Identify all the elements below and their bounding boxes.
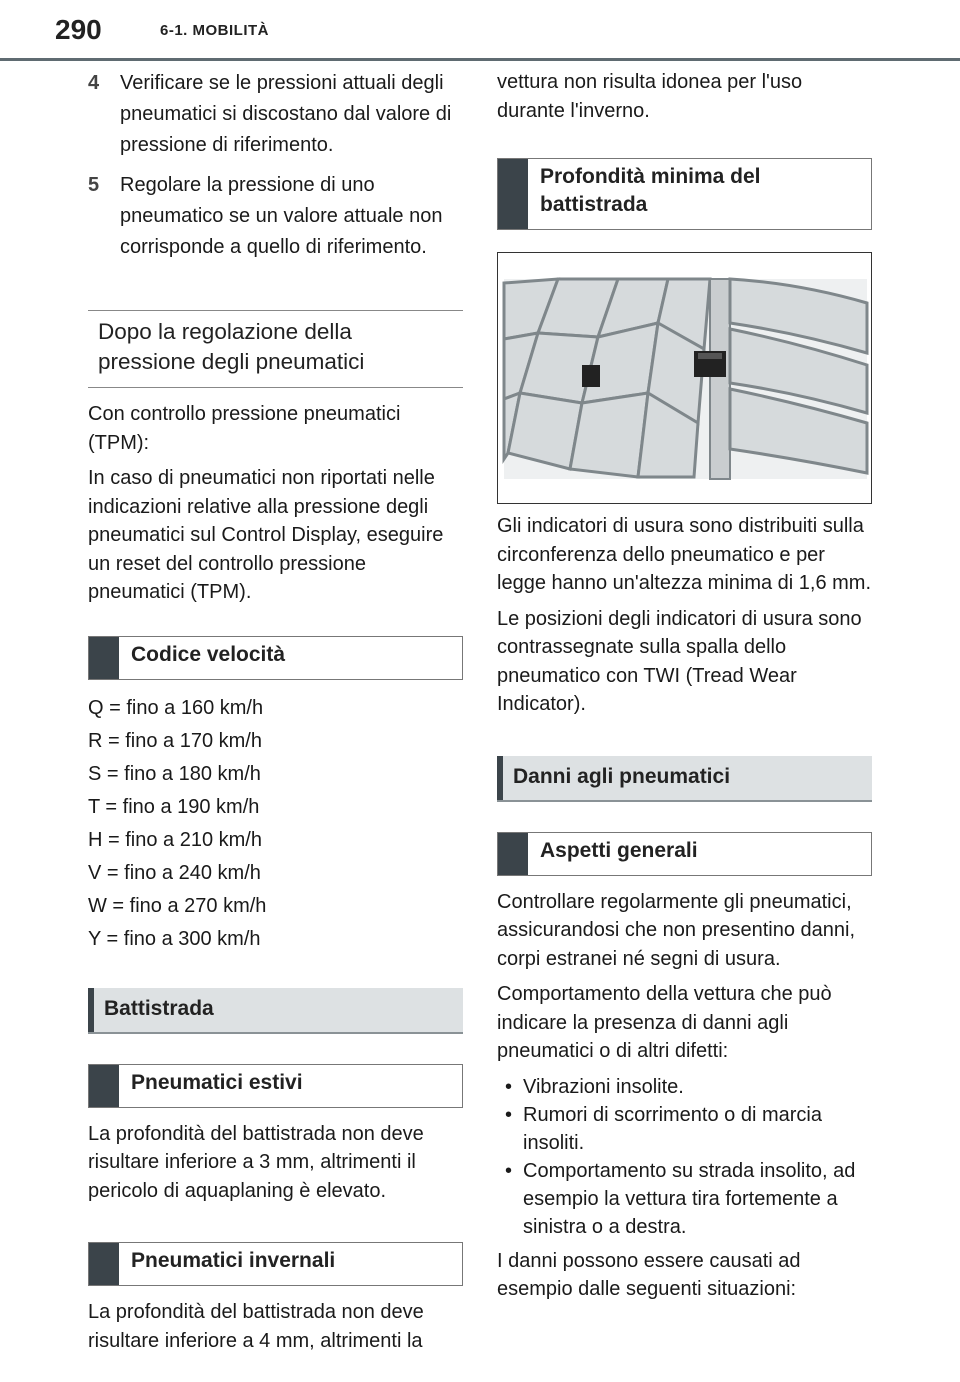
speed-code-item: S = fino a 180 km/h: [88, 762, 261, 785]
heading-bar: [88, 988, 94, 1032]
heading-bar: [89, 637, 119, 679]
heading-speed-code: [88, 636, 463, 680]
page-header: [0, 0, 960, 60]
heading-bar: [497, 756, 503, 800]
speed-code-list: [88, 692, 463, 956]
step-text: Verificare se le pressioni attuali degli pneumatici si discostano dal valore di pressione di riferimento.: [120, 72, 452, 156]
speed-code-item: W = fino a 270 km/h: [88, 894, 267, 917]
list-item: • Comportamento su strada insolito, ad esempio la vettura tira fortemente a sinistra o a destra.: [505, 1159, 856, 1238]
check-tyres-text: Controllare regolarmente gli pneumatici, assicurandosi che non presentino danni, corpi estranei né segni di usura.: [497, 890, 856, 970]
step-number: 4: [88, 72, 100, 94]
heading-after-adjustment: Dopo la regolazione della pressione degli pneumatici: [88, 310, 463, 388]
step-number: 5: [88, 174, 100, 196]
speed-code-item: T = fino a 190 km/h: [88, 795, 260, 818]
speed-code-item: Y = fino a 300 km/h: [88, 927, 261, 950]
heading-general-aspects: [497, 832, 872, 876]
twi-text: Le posizioni degli indicatori di usura sono contrassegnate sulla spalla dello pneumatico con TWI (Tread Wear Indicator).: [497, 607, 862, 715]
heading-text: Danni agli pneumatici: [513, 764, 731, 788]
right-column: [497, 68, 872, 1311]
speed-code-item: R = fino a 170 km/h: [88, 729, 262, 752]
heading-summer-tyres: [88, 1064, 463, 1108]
heading-text: Pneumatici estivi: [131, 1070, 303, 1094]
heading-tyre-damage: [497, 756, 872, 802]
heading-bar: [498, 159, 528, 229]
step-4: [88, 68, 463, 161]
wear-indicator-text: Gli indicatori di usura sono distribuiti sulla circonferenza dello pneumatico e per legge hanno un'altezza minima di 1,6 mm.: [497, 515, 872, 594]
causes-text: I danni possono essere causati ad esempio dalle seguenti situazioni:: [497, 1249, 801, 1300]
heading-text: Profondità minima del battistrada: [540, 165, 761, 216]
left-column: [88, 68, 463, 1362]
list-item: • Rumori di scorrimento o di marcia insoliti.: [505, 1103, 822, 1154]
chapter-title: 6-1. MOBILITÀ: [160, 22, 270, 39]
winter-tyres-text: La profondità del battistrada non deve risultare inferiore a 4 mm, altrimenti la: [88, 1301, 424, 1352]
speed-code-item: Q = fino a 160 km/h: [88, 696, 264, 719]
step-5: [88, 170, 463, 263]
heading-text: Aspetti generali: [540, 838, 698, 862]
heading-bar: [89, 1243, 119, 1285]
heading-text: Pneumatici invernali: [131, 1249, 336, 1272]
heading-tread: [88, 988, 463, 1034]
heading-text: Battistrada: [104, 996, 214, 1020]
header-divider: [0, 58, 960, 61]
heading-bar: [498, 833, 528, 875]
winter-tyres-text-continued: vettura non risulta idonea per l'uso durante l'inverno.: [497, 71, 803, 122]
tpm-text: In caso di pneumatici non riportati nelle indicazioni relative alla pressione degli pneumatici sul Control Display, eseguire un reset del controllo pressione pneumatici (TPM).: [88, 467, 444, 603]
speed-code-item: V = fino a 240 km/h: [88, 861, 261, 884]
heading-winter-tyres: [88, 1242, 463, 1286]
heading-bar: [89, 1065, 119, 1107]
heading-text: Codice velocità: [131, 642, 286, 666]
list-item: • Vibrazioni insolite.: [505, 1075, 684, 1098]
tpm-intro: Con controllo pressione pneumatici (TPM):: [88, 403, 401, 454]
tread-wear-indicator-figure: [497, 252, 872, 504]
page-number: 290: [55, 14, 102, 45]
behaviour-intro: Comportamento della vettura che può indicare la presenza di danni agli pneumatici o di altri difetti:: [497, 983, 832, 1062]
speed-code-item: H = fino a 210 km/h: [88, 828, 262, 851]
heading-min-tread-depth: [497, 158, 872, 230]
step-text: Regolare la pressione di uno pneumatico se un valore attuale non corrisponde a quello di riferimento.: [120, 174, 443, 258]
summer-tyres-text: La profondità del battistrada non deve risultare inferiore a 3 mm, altrimenti il pericolo di aquaplaning è elevato.: [88, 1122, 424, 1202]
tread-illustration: [498, 253, 872, 504]
symptom-list: [497, 1073, 872, 1241]
